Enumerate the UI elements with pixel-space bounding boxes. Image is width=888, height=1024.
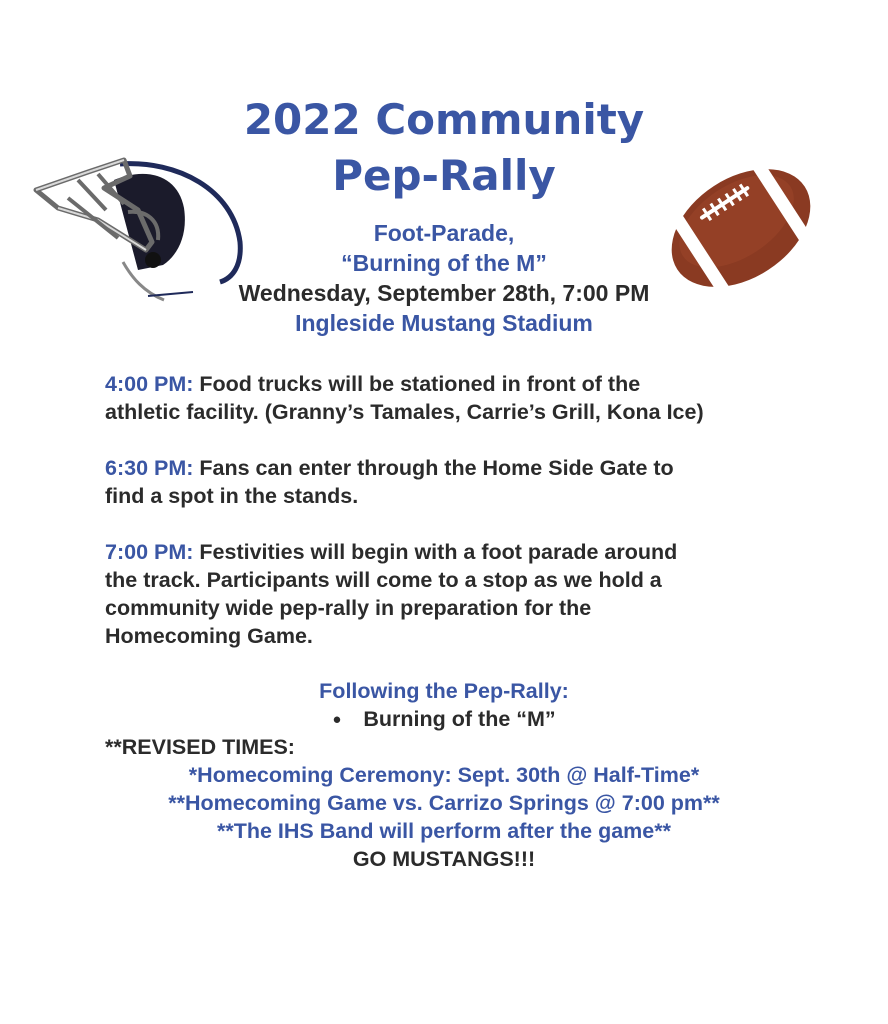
- subtitle-line-1: Foot-Parade,: [373, 220, 515, 246]
- schedule-text: athletic facility. (Granny’s Tamales, Carrie’s Grill, Kona Ice): [105, 400, 704, 424]
- schedule-item-7pm: [105, 538, 805, 650]
- schedule-time: 4:00 PM:: [105, 372, 194, 396]
- subtitle-line-2: “Burning of the M”: [341, 250, 547, 276]
- following-list-item: [0, 705, 888, 734]
- revised-line: **Homecoming Game vs. Carrizo Springs @ 7:00 pm**: [168, 791, 720, 815]
- schedule-time: 7:00 PM:: [105, 540, 194, 564]
- revised-line: **The IHS Band will perform after the game**: [217, 819, 671, 843]
- title-line-2: Pep-Rally: [332, 151, 556, 200]
- revised-times-list: [0, 761, 888, 873]
- revised-times-heading: **REVISED TIMES:: [105, 735, 295, 759]
- schedule-text: Fans can enter through the Home Side Gate to: [199, 456, 674, 480]
- revised-line: *Homecoming Ceremony: Sept. 30th @ Half-Time*: [188, 763, 700, 787]
- bullet-icon: ●: [332, 711, 342, 728]
- schedule-text: find a spot in the stands.: [105, 484, 359, 508]
- schedule-text: Homecoming Game.: [105, 624, 313, 648]
- title-line-1: 2022 Community: [243, 95, 645, 144]
- schedule-text: community wide pep-rally in preparation for the: [105, 596, 592, 620]
- schedule-item-4pm: [105, 370, 805, 426]
- event-date: Wednesday, September 28th, 7:00 PM: [238, 280, 650, 306]
- schedule-line: [105, 370, 805, 398]
- event-subheading: [0, 218, 888, 338]
- schedule-item-630pm: [105, 454, 805, 510]
- schedule-text: Food trucks will be stationed in front of the: [199, 372, 641, 396]
- following-section: [0, 677, 888, 734]
- schedule-time: 6:30 PM:: [105, 456, 194, 480]
- following-heading: Following the Pep-Rally:: [319, 679, 569, 703]
- closing-line: GO MUSTANGS!!!: [352, 847, 536, 871]
- schedule-line: [105, 538, 805, 566]
- following-item-text: Burning of the “M”: [363, 707, 556, 731]
- event-location: Ingleside Mustang Stadium: [295, 310, 593, 336]
- schedule-text: Festivities will begin with a foot parade around: [199, 540, 678, 564]
- schedule-text: the track. Participants will come to a stop as we hold a: [105, 568, 662, 592]
- schedule-line: [105, 454, 805, 482]
